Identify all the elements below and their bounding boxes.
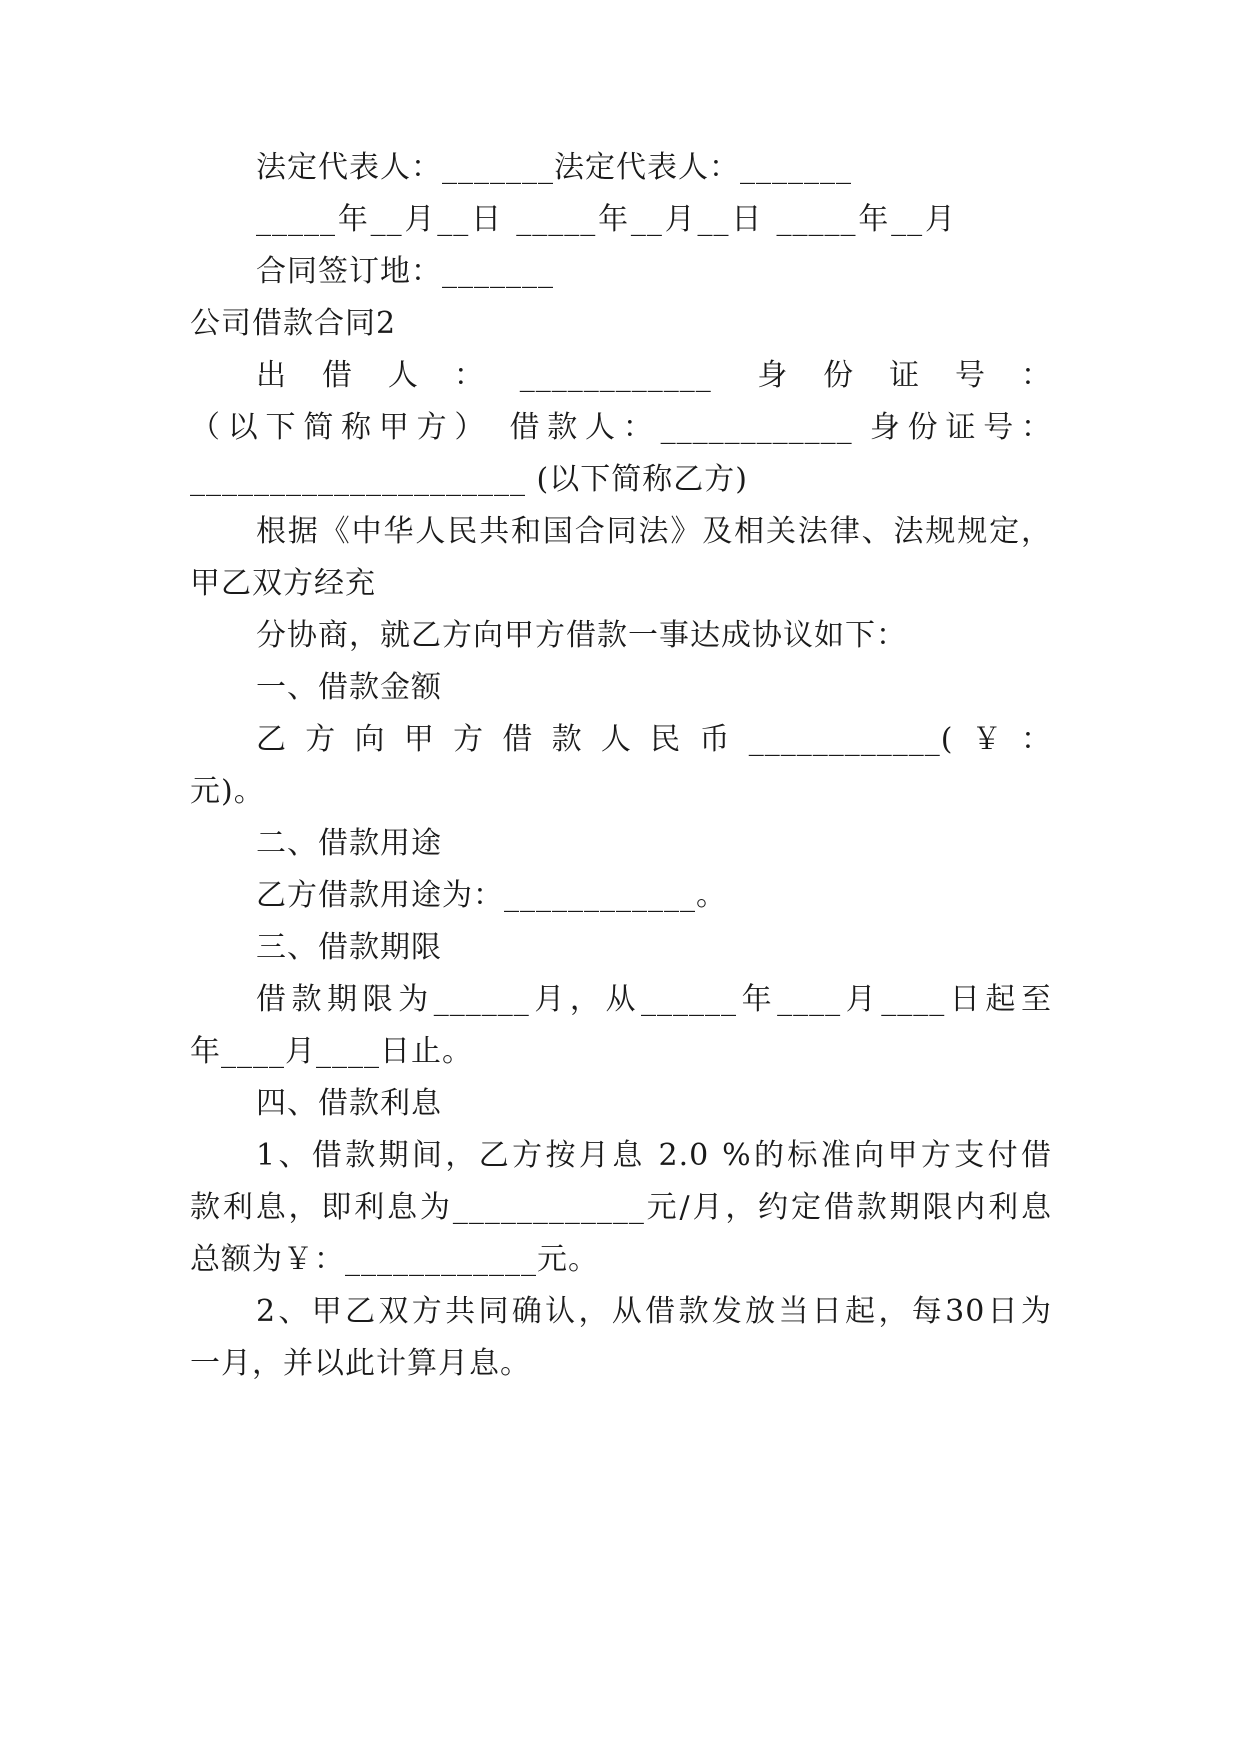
borrower-line: （以下简称甲方） 借款人：____________ 身份证号： [190,410,1052,445]
preamble-line-2: 甲乙双方经充 [190,566,376,601]
term-line-1: 借款期限为______月，从______年____月____日起至 [256,982,1052,1017]
amount-line-1: 乙方向甲方借款人民币____________(￥： [256,722,1052,757]
interest-line-3: 总额为￥：____________元。 [190,1242,599,1277]
borrower-id-line: _____________________ (以下简称乙方) [190,462,748,497]
section-heading-term: 三、借款期限 [256,930,442,965]
interest-line-1: 1、借款期间，乙方按月息 2.0 %的标准向甲方支付借 [256,1138,1052,1173]
preamble-line-1: 根据《中华人民共和国合同法》及相关法律、法规规定， [256,514,1052,549]
term-line-2: 年____月____日止。 [190,1034,473,1069]
section-heading-purpose: 二、借款用途 [256,826,442,861]
section-heading-amount: 一、借款金额 [256,670,442,705]
signing-dates-line: _____年__月__日 _____年__月__日 _____年__月 [256,202,956,237]
legal-representatives-line: 法定代表人：_______法定代表人：_______ [256,150,852,185]
preamble-line-3: 分协商，就乙方向甲方借款一事达成协议如下： [256,618,907,653]
section-heading-interest: 四、借款利息 [256,1086,442,1121]
amount-line-2: 元)。 [190,774,265,809]
signing-place-line: 合同签订地：_______ [256,254,554,289]
interest-clause-2-line-2: 一月，并以此计算月息。 [190,1346,531,1381]
purpose-line: 乙方借款用途为：____________。 [256,878,727,913]
contract-title: 公司借款合同2 [190,306,397,341]
lender-line: 出借人：____________ 身份证号： [256,358,1052,393]
interest-clause-2-line-1: 2、甲乙双方共同确认，从借款发放当日起，每30日为 [256,1294,1052,1329]
interest-line-2: 款利息，即利息为____________元/月，约定借款期限内利息 [190,1190,1052,1225]
